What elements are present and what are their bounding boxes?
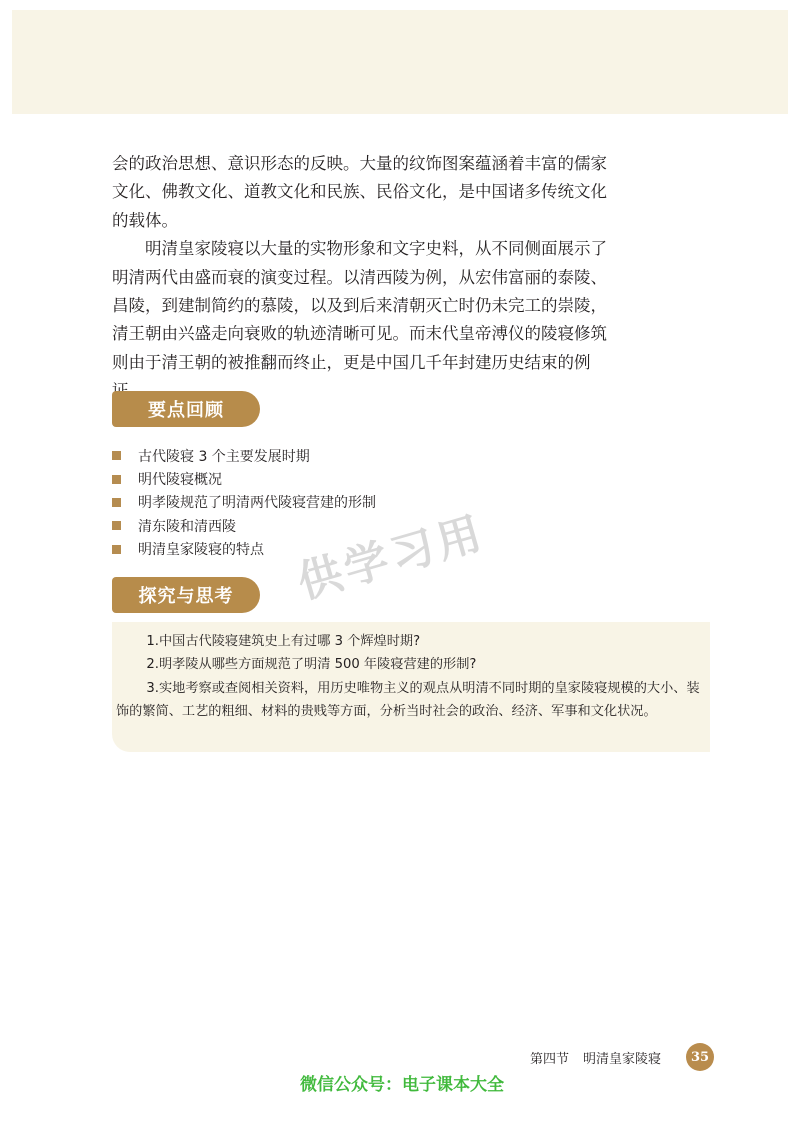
- paragraph-1: 会的政治思想、意识形态的反映。大量的纹饰图案蕴涵着丰富的儒家文化、佛教文化、道教文化和民族、民俗文化，是中国诸多传统文化的载体。: [112, 154, 607, 230]
- square-bullet-icon: [112, 521, 121, 530]
- list-item-label: 明孝陵规范了明清两代陵寝营建的形制: [138, 495, 376, 512]
- main-text: [112, 150, 612, 406]
- list-item-label: 明代陵寝概况: [138, 472, 222, 489]
- header-band: [12, 10, 788, 114]
- list-item: [112, 467, 572, 490]
- page-number: 35: [686, 1043, 714, 1071]
- question-2: 2.明孝陵从哪些方面规范了明清 500 年陵寝营建的形制?: [146, 657, 477, 673]
- list-item: [112, 444, 572, 467]
- explore-heading: 探究与思考: [112, 577, 260, 613]
- list-item-label: 明清皇家陵寝的特点: [138, 542, 264, 559]
- square-bullet-icon: [112, 475, 121, 484]
- section-label: 第四节: [530, 1052, 570, 1067]
- list-item-label: 古代陵寝 3 个主要发展时期: [138, 448, 310, 465]
- square-bullet-icon: [112, 451, 121, 460]
- question-box: [112, 622, 710, 752]
- list-item: [112, 491, 572, 514]
- square-bullet-icon: [112, 545, 121, 554]
- question-3: 3.实地考察或查阅相关资料，用历史唯物主义的观点从明清不同时期的皇家陵寝规模的大小、装饰的繁简、工艺的粗细、材料的贵贱等方面，分析当时社会的政治、经济、军事和文化状况。: [116, 680, 700, 720]
- chapter-title: 明清皇家陵寝: [583, 1052, 662, 1067]
- question-1: 1.中国古代陵寝建筑史上有过哪 3 个辉煌时期?: [146, 634, 421, 649]
- review-heading: 要点回顾: [112, 391, 260, 427]
- watermark: 供学习用: [292, 506, 491, 609]
- running-footer: [530, 1048, 661, 1067]
- square-bullet-icon: [112, 498, 121, 507]
- paragraph-2: 明清皇家陵寝以大量的实物形象和文字史料，从不同侧面展示了明清两代由盛而衰的演变过程。以清西陵为例，从宏伟富丽的泰陵、昌陵，到建制简约的慕陵，以及到后来清朝灭亡时仍未完工的崇陵，清王朝由兴盛走向衰败的轨迹清晰可见。而末代皇帝溥仪的陵寝修筑则由于清王朝的被推翻而终止，更是中国几千年封建历史结束的例: [112, 239, 607, 372]
- list-item-label: 清东陵和清西陵: [138, 518, 236, 535]
- wechat-note: 微信公众号：电子课本大全: [300, 1075, 504, 1095]
